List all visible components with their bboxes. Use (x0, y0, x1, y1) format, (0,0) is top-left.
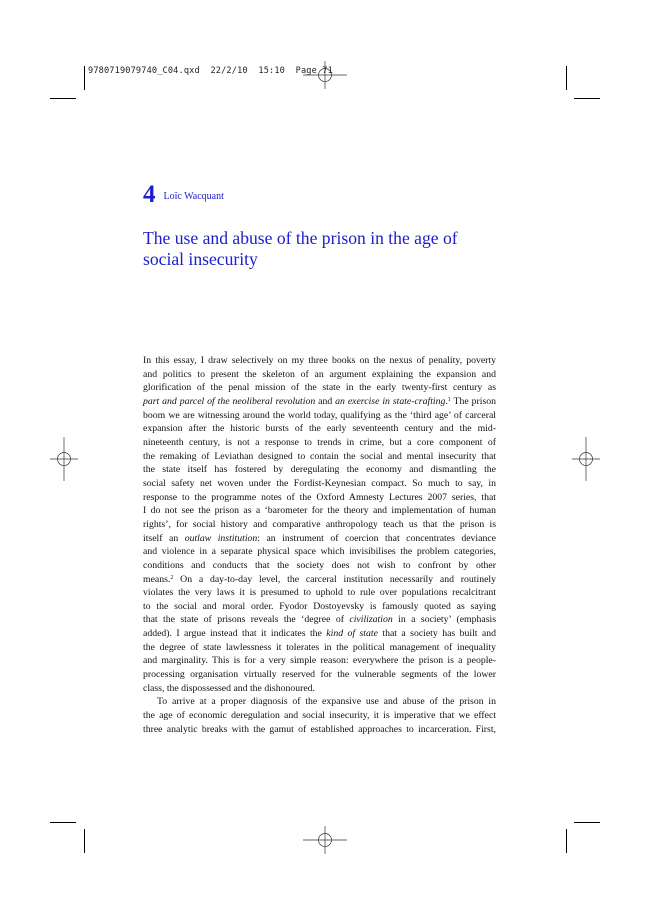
body-line: and politics to present the skeleton of an argument explaining the expansion and (143, 368, 496, 380)
crop-mark (574, 98, 600, 99)
italic-phrase: part and parcel of the neoliberal revolution (143, 395, 316, 407)
crop-mark (84, 829, 85, 853)
chapter-title-line: social insecurity (143, 249, 258, 269)
footnote-ref[interactable]: 2 (170, 574, 174, 581)
body-line (143, 627, 496, 641)
body-line: processing organisation virtually reserved for the vulnerable segments of the lower (143, 669, 496, 681)
registration-mark-icon (303, 826, 347, 854)
italic-phrase: kind of state (326, 628, 378, 640)
italic-phrase: civilization (349, 614, 393, 626)
body-line: violates the very laws it is presumed to uphold to rule over populations recalcitrant (143, 587, 496, 599)
body-line: the age of economic deregulation and social insecurity, it is imperative that we effect (143, 710, 496, 722)
body-line: and marginality. This is for a very simple reason: everywhere the prison is a people- (143, 655, 496, 667)
text-span: The prison (450, 395, 496, 407)
body-line: In this essay, I draw selectively on my three books on the nexus of penality, poverty (143, 355, 496, 366)
text-span: that the state of prisons reveals the ‘degree of (143, 614, 350, 626)
print-slug: 9780719079740_C04.qxd 22/2/10 15:10 Page 71 (88, 66, 333, 76)
text-span: and (315, 395, 336, 407)
italic-phrase: an exercise in state-crafting (335, 395, 446, 407)
registration-mark-icon (50, 437, 78, 481)
body-line (143, 532, 496, 546)
chapter-number: 4 (143, 181, 156, 208)
body-line: three analytic breaks with the gamut of established approaches to incarceration. First, (143, 723, 496, 735)
body-line: glorification of the penal mission of the state in the early twenty-first century as (143, 382, 496, 394)
body-line: boom we are witnessing around the world today, qualifying as the ‘third age’ of carceral (143, 409, 496, 421)
italic-phrase: outlaw institution (184, 532, 258, 544)
text-span: itself an (143, 532, 185, 544)
body-line (143, 395, 496, 409)
crop-mark (50, 822, 76, 823)
body-line: expansion after the historic bursts of the early seventeenth century and the mid- (143, 423, 496, 435)
chapter-heading (143, 181, 224, 209)
body-line: and violence in a separate physical space which invisibilises the problem categories, (143, 546, 496, 558)
chapter-title-line: The use and abuse of the prison in the age of (143, 228, 458, 248)
crop-mark (84, 66, 85, 90)
body-line: To arrive at a proper diagnosis of the expansive use and abuse of the prison in (157, 696, 496, 708)
text-span: : an instrument of coercion that concentrates deviance (257, 532, 497, 544)
body-line: rights’, for social history and comparative anthropology teach us that the prison is (143, 518, 496, 530)
text-span: On a day-to-day level, the carceral institution necessarily and routinely (173, 573, 496, 585)
crop-mark (50, 98, 76, 99)
text-span: means. (143, 573, 171, 585)
crop-mark (566, 66, 567, 90)
text-span: in a society’ (emphasis (392, 614, 497, 626)
body-line: the state itself has fostered by deregulating the economy and dismantling the (143, 464, 496, 476)
text-span: added). I argue instead that it indicates the (143, 628, 327, 640)
body-text (143, 354, 496, 736)
crop-mark (574, 822, 600, 823)
body-line: to the social and moral order. Fyodor Dostoyevsky is famously quoted as saying (143, 600, 496, 612)
body-line: response to the programme notes of the Oxford Amnesty Lectures 2007 series, that (143, 491, 496, 503)
body-line: social safety net woven under the Fordist-Keynesian compact. So much to say, in (143, 477, 496, 489)
registration-mark-icon (572, 437, 600, 481)
body-line: the remaking of Leviathan designed to contain the social and mental insecurity that (143, 450, 496, 462)
body-line: nineteenth century, is not a response to trends in crime, but a core component of (143, 436, 496, 448)
body-line: I do not see the prison as a ‘barometer for the theory and implementation of human (143, 505, 496, 517)
body-line (143, 613, 496, 627)
body-line (143, 573, 496, 587)
body-line: class, the dispossessed and the dishonoured. (143, 682, 315, 694)
text-span: . (445, 395, 448, 407)
chapter-title (143, 228, 503, 270)
chapter-author: Loïc Wacquant (163, 191, 224, 202)
crop-mark (566, 829, 567, 853)
body-line: conditions and conducts that the society does not wish to confront by other (143, 559, 496, 571)
text-span: that a society has built and (377, 628, 496, 640)
body-line: the degree of state lawlessness it tolerates in the political management of inequality (143, 641, 496, 653)
footnote-ref[interactable]: 1 (447, 396, 451, 403)
